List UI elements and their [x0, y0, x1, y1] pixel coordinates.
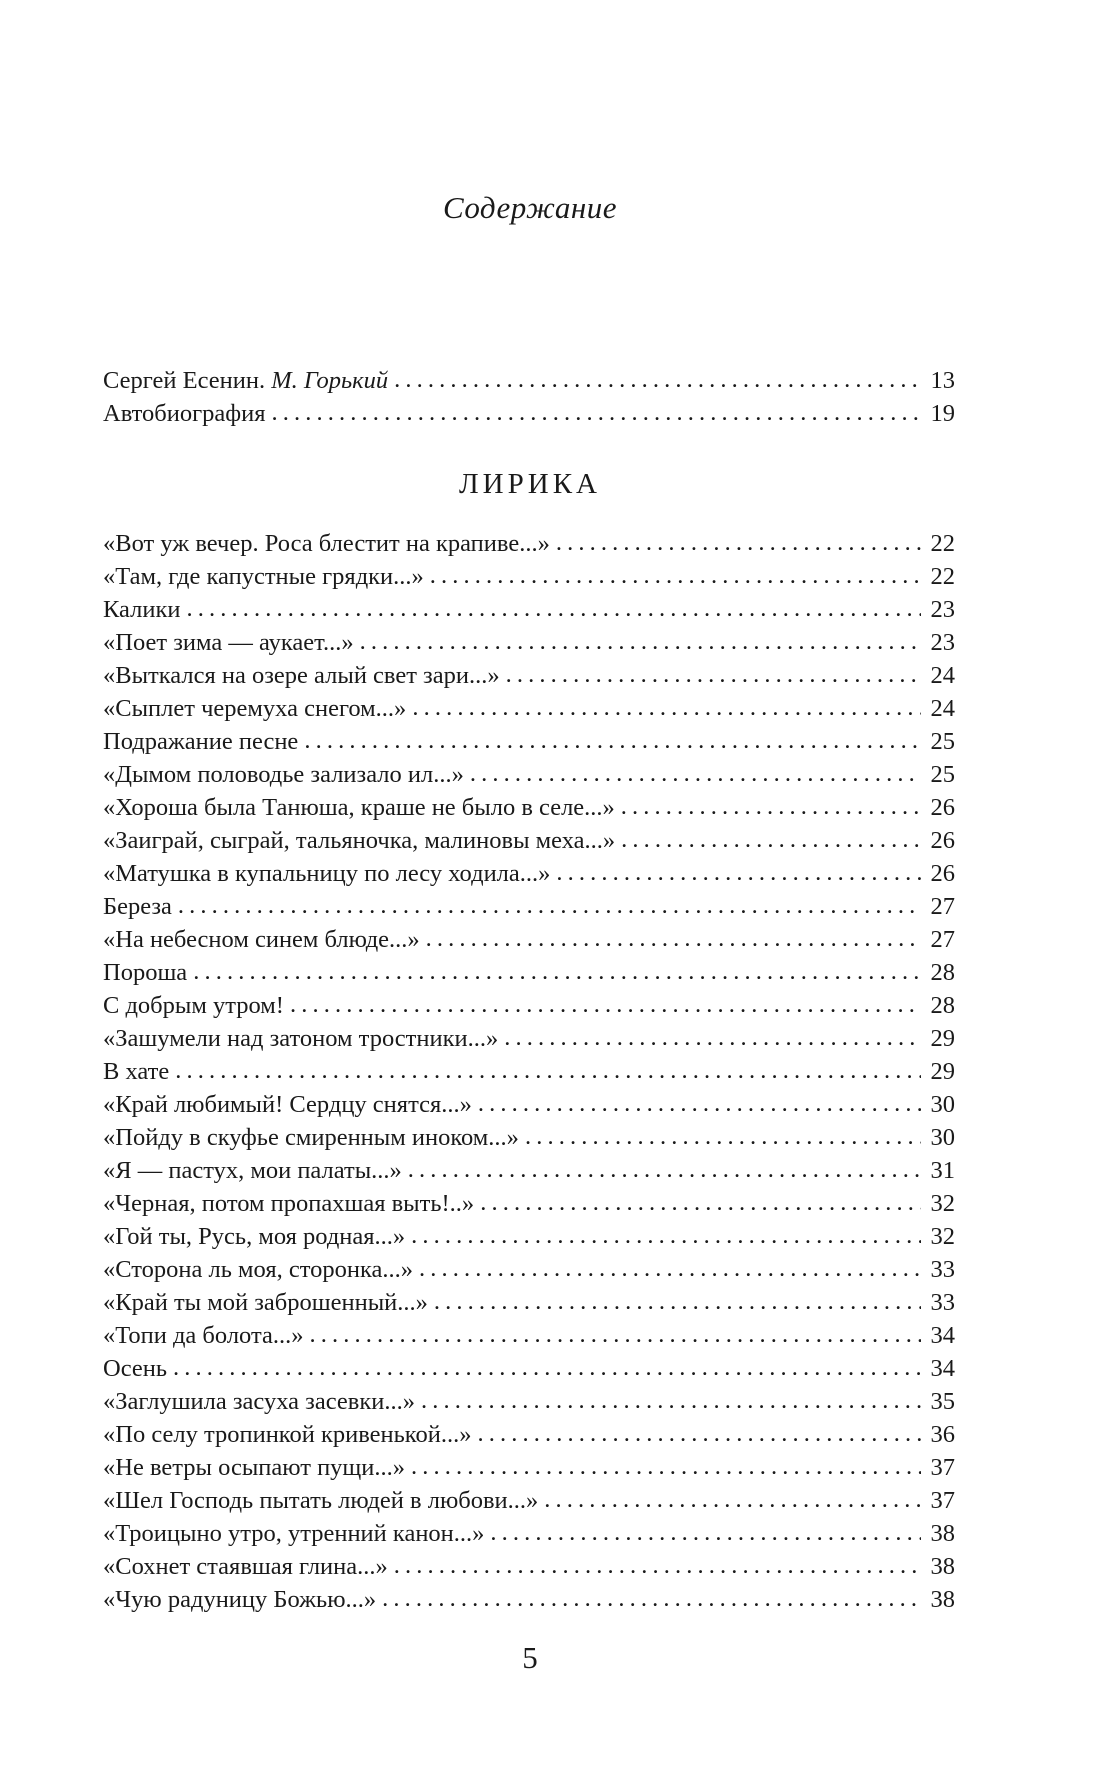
toc-entry-page: 38: [930, 1586, 955, 1613]
toc-entry: [103, 659, 955, 692]
dot-leader: [419, 1252, 921, 1285]
dot-leader: [411, 1450, 921, 1483]
toc-entry: [103, 1484, 955, 1517]
toc-entry-page: 29: [930, 1025, 955, 1052]
toc-entry-page: 26: [930, 827, 955, 854]
dot-leader: [394, 363, 921, 396]
toc-entry-label: «Сохнет стаявшая глина...»: [103, 1553, 388, 1580]
toc-entry-label: «Дымом половодье зализало ил...»: [103, 761, 464, 788]
toc-entry-label: Подражание песне: [103, 728, 299, 755]
dot-leader: [480, 1186, 921, 1219]
dot-leader: [382, 1582, 921, 1615]
toc-entry: [103, 692, 955, 725]
toc-entry-page: 34: [930, 1355, 955, 1382]
toc-entry-label: «Вот уж вечер. Роса блестит на крапиве...»: [103, 530, 550, 557]
dot-leader: [408, 1153, 921, 1186]
toc-entry-page: 26: [930, 794, 955, 821]
toc-entry-label: «Пойду в скуфье смиренным иноком...»: [103, 1124, 519, 1151]
toc-entry-label: Пороша: [103, 959, 188, 986]
toc-entry-page: 31: [930, 1157, 955, 1184]
dot-leader: [304, 724, 921, 757]
toc-entry-label: «Там, где капустные грядки...»: [103, 563, 424, 590]
dot-leader: [426, 922, 921, 955]
toc-entry: [103, 1055, 955, 1088]
toc-entry: [103, 1319, 955, 1352]
toc-entry: [103, 397, 955, 430]
toc-entry-label: «По селу тропинкой кривенькой...»: [103, 1421, 472, 1448]
toc-entry: [103, 1220, 955, 1253]
toc-entry-page: 28: [930, 992, 955, 1019]
toc-entry-label: «Хороша была Танюша, краше не было в селе...»: [103, 794, 615, 821]
toc-entry: [103, 1550, 955, 1583]
toc-entry-label: «Гой ты, Русь, моя родная...»: [103, 1223, 406, 1250]
toc-entry: [103, 626, 955, 659]
toc-entry-page: 37: [930, 1487, 955, 1514]
toc-entry-label: «Край любимый! Сердцу снятся...»: [103, 1091, 472, 1118]
dot-leader: [470, 757, 921, 790]
toc-entry: [103, 758, 955, 791]
toc-entry-label: «Черная, потом пропахшая выть!..»: [103, 1190, 475, 1217]
dot-leader: [525, 1120, 921, 1153]
page-number: 5: [522, 1640, 538, 1675]
toc-entry-label: Береза: [103, 893, 172, 920]
toc-entry-page: 30: [930, 1124, 955, 1151]
dot-leader: [178, 889, 921, 922]
dot-leader: [272, 396, 921, 429]
toc-entry-label: «Матушка в купальницу по лесу ходила...»: [103, 860, 551, 887]
toc-intro-list: [103, 364, 955, 430]
dot-leader: [173, 1351, 921, 1384]
dot-leader: [394, 1549, 921, 1582]
page-title: Содержание: [442, 190, 618, 225]
toc-entry-label: «Край ты мой заброшенный...»: [103, 1289, 428, 1316]
toc-entry: [103, 725, 955, 758]
toc-entry: [103, 527, 955, 560]
toc-entry-label: «Заиграй, сыграй, тальяночка, малиновы меха...»: [103, 827, 616, 854]
toc-entry-page: 24: [930, 662, 955, 689]
dot-leader: [504, 1021, 921, 1054]
toc-entry-page: 23: [930, 596, 955, 623]
dot-leader: [621, 790, 921, 823]
toc-entry: [103, 1088, 955, 1121]
toc-entry-author: М. Горький: [271, 367, 389, 394]
toc-entry-page: 30: [930, 1091, 955, 1118]
toc-entry-page: 22: [930, 563, 955, 590]
toc-entry: [103, 1154, 955, 1187]
dot-leader: [506, 658, 921, 691]
toc-entry: [103, 1022, 955, 1055]
toc-entry: [103, 791, 955, 824]
toc-entry-label: «Выткался на озере алый свет зари...»: [103, 662, 500, 689]
dot-leader: [360, 625, 921, 658]
toc-entry-page: 33: [930, 1256, 955, 1283]
dot-leader: [290, 988, 921, 1021]
toc-entry: [103, 956, 955, 989]
toc-entry-label: Осень: [103, 1355, 168, 1382]
toc-entry-label: «Поет зима — аукает...»: [103, 629, 354, 656]
toc-entry-page: 32: [930, 1223, 955, 1250]
toc-entry-page: 38: [930, 1520, 955, 1547]
toc-entry-page: 26: [930, 860, 955, 887]
toc-entry-label: «Сыплет черемуха снегом...»: [103, 695, 407, 722]
dot-leader: [193, 955, 921, 988]
toc-entry-label: «Не ветры осыпают пущи...»: [103, 1454, 406, 1481]
toc-entry-page: 29: [930, 1058, 955, 1085]
toc-entry-page: 27: [930, 893, 955, 920]
toc-entry: [103, 1418, 955, 1451]
dot-leader: [411, 1219, 921, 1252]
toc-entry-label: «Шел Господь пытать людей в любови...»: [103, 1487, 539, 1514]
dot-leader: [421, 1384, 921, 1417]
toc-entry: [103, 1352, 955, 1385]
toc-entry-page: 32: [930, 1190, 955, 1217]
toc-entry-label: «Зашумели над затоном тростники...»: [103, 1025, 499, 1052]
toc-entry-page: 38: [930, 1553, 955, 1580]
dot-leader: [186, 592, 921, 625]
toc-entry: [103, 1583, 955, 1616]
dot-leader: [621, 823, 921, 856]
toc-entry: [103, 1187, 955, 1220]
toc-entry-page: 27: [930, 926, 955, 953]
dot-leader: [412, 691, 921, 724]
toc-entry-label: В хате: [103, 1058, 170, 1085]
toc-entry-page: 19: [930, 400, 955, 427]
toc-entry-label: С добрым утром!: [103, 992, 284, 1019]
toc-entry-label: «Троицыно утро, утренний канон...»: [103, 1520, 485, 1547]
toc-entry-page: 25: [930, 761, 955, 788]
toc-entry-page: 23: [930, 629, 955, 656]
toc-entry: [103, 560, 955, 593]
dot-leader: [478, 1087, 921, 1120]
toc-entry: [103, 923, 955, 956]
toc-entry-page: 34: [930, 1322, 955, 1349]
dot-leader: [490, 1516, 921, 1549]
toc-entry: [103, 364, 955, 397]
dot-leader: [544, 1483, 921, 1516]
section-heading: ЛИРИКА: [459, 468, 601, 500]
toc-entry-label: «На небесном синем блюде...»: [103, 926, 420, 953]
toc-entry: [103, 593, 955, 626]
toc-entry-label: «Заглушила засуха засевки...»: [103, 1388, 415, 1415]
toc-entry: [103, 1253, 955, 1286]
toc-entry-label: «Чую радуницу Божью...»: [103, 1586, 377, 1613]
dot-leader: [310, 1318, 922, 1351]
toc-entry-label: «Топи да болота...»: [103, 1322, 304, 1349]
dot-leader: [430, 559, 921, 592]
toc-entry-page: 36: [930, 1421, 955, 1448]
dot-leader: [477, 1417, 921, 1450]
toc-entry-page: 28: [930, 959, 955, 986]
toc-entry-label: «Сторона ль моя, сторонка...»: [103, 1256, 413, 1283]
toc-entry: [103, 1385, 955, 1418]
toc-entry: [103, 1121, 955, 1154]
toc-entry-label: Сергей Есенин. М. Горький: [103, 367, 389, 394]
toc-entry: [103, 857, 955, 890]
dot-leader: [556, 856, 921, 889]
dot-leader: [175, 1054, 921, 1087]
toc-entry-page: 22: [930, 530, 955, 557]
toc-main-list: [103, 527, 955, 1616]
toc-entry-label: Калики: [103, 596, 181, 623]
toc-entry-label: «Я — пастух, мои палаты...»: [103, 1157, 402, 1184]
dot-leader: [556, 526, 921, 559]
toc-entry: [103, 824, 955, 857]
toc-entry: [103, 890, 955, 923]
toc-entry-page: 33: [930, 1289, 955, 1316]
toc-entry-page: 35: [930, 1388, 955, 1415]
toc-entry-label: Автобиография: [103, 400, 266, 427]
toc-entry-page: 13: [930, 367, 955, 394]
toc-entry-page: 24: [930, 695, 955, 722]
toc-entry-page: 25: [930, 728, 955, 755]
toc-entry: [103, 989, 955, 1022]
toc-entry: [103, 1286, 955, 1319]
toc-entry-page: 37: [930, 1454, 955, 1481]
toc-entry: [103, 1451, 955, 1484]
toc-entry: [103, 1517, 955, 1550]
dot-leader: [434, 1285, 921, 1318]
